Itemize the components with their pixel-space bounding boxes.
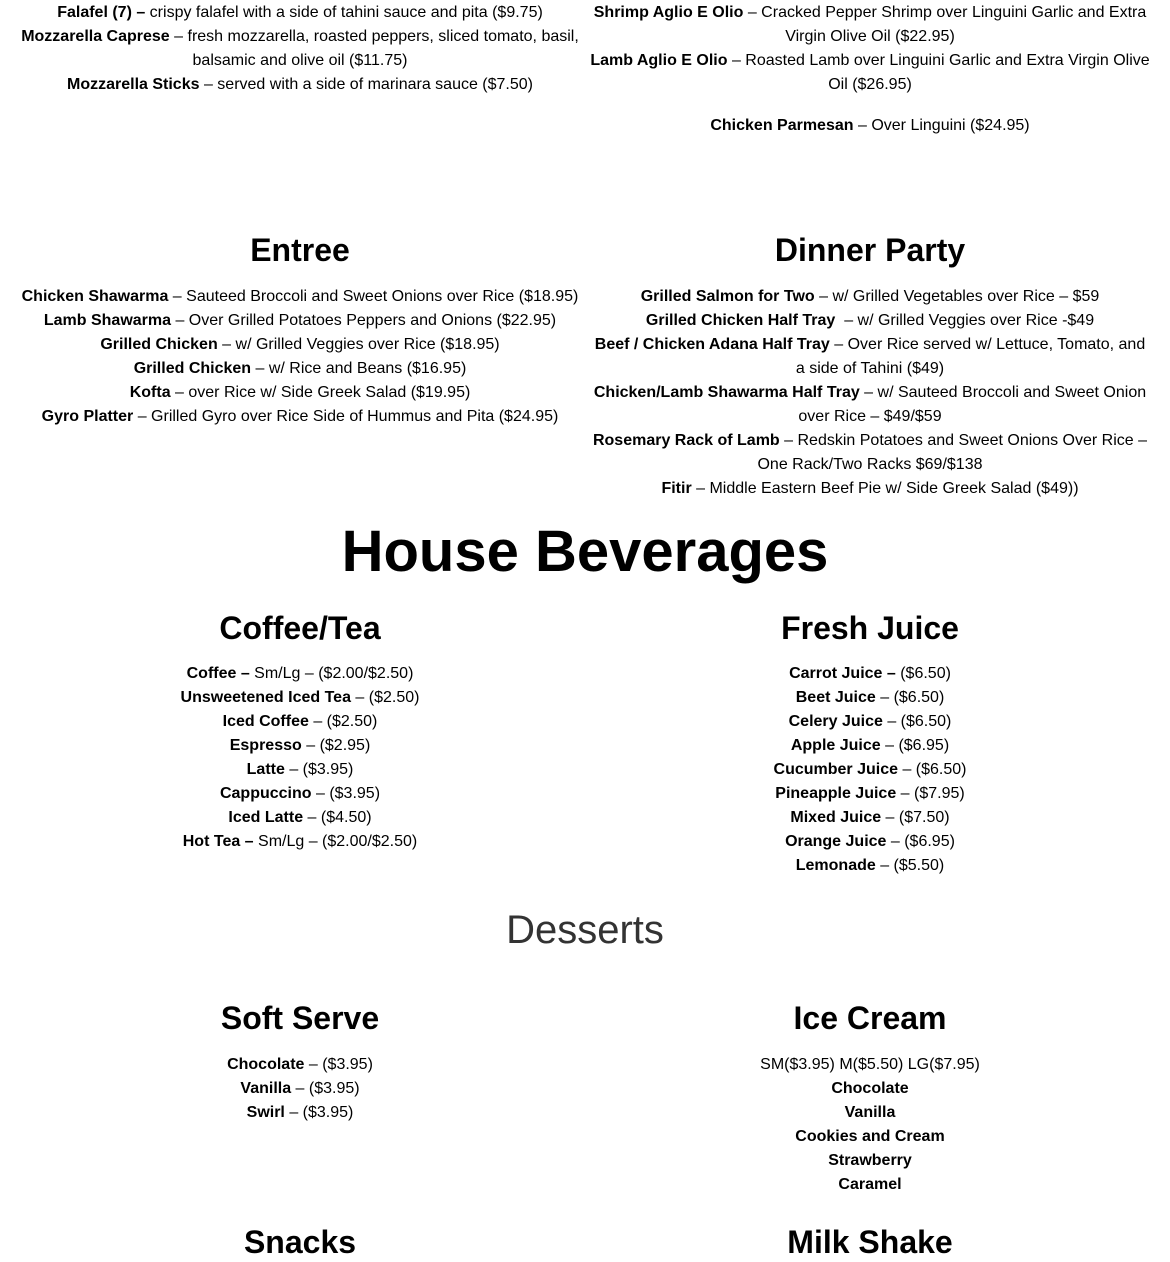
menu-item: Kofta – over Rice w/ Side Greek Salad ($19.95) [129, 384, 471, 401]
menu-item: Lamb Shawarma – Over Grilled Potatoes Peppers and Onions ($22.95) [43, 312, 557, 329]
pasta-extra [590, 114, 1150, 138]
menu-item: Orange Juice – ($6.95) [785, 833, 955, 850]
ice-cream-sizes: SM($3.95) M($5.50) LG($7.95) [760, 1056, 980, 1073]
menu-item: Lemonade – ($5.50) [795, 857, 945, 874]
menu-item: Chocolate [831, 1080, 909, 1097]
coffee-tea-section [20, 608, 580, 854]
snacks-section [20, 1222, 580, 1262]
section-title: Entree [250, 232, 350, 268]
menu-item: Falafel (7) – crispy falafel with a side of tahini sauce and pita ($9.75) [57, 4, 543, 21]
menu-item: Gyro Platter – Grilled Gyro over Rice Side of Hummus and Pita ($24.95) [41, 408, 559, 425]
menu-item: Cappuccino – ($3.95) [219, 785, 381, 802]
dinner-party-section [590, 230, 1150, 501]
menu-item: Grilled Chicken Half Tray – w/ Grilled Veggies over Rice -$49 [645, 312, 1095, 329]
menu-item: Caramel [838, 1176, 902, 1193]
menu-item: Grilled Salmon for Two – w/ Grilled Vegetables over Rice – $59 [640, 288, 1100, 305]
menu-item: Grilled Chicken – w/ Grilled Veggies over Rice ($18.95) [100, 336, 500, 353]
section-title: Soft Serve [220, 1000, 380, 1036]
pasta-list [590, 1, 1150, 97]
menu-item: Shrimp Aglio E Olio – Cracked Pepper Shrimp over Linguini Garlic and Extra Virgin Olive Oil ($22.95) [593, 4, 1147, 45]
ice-cream-section [590, 998, 1150, 1197]
dinner-party-list [590, 285, 1150, 501]
menu-item: Strawberry [828, 1152, 912, 1169]
menu-item: Chicken Shawarma – Sauteed Broccoli and Sweet Onions over Rice ($18.95) [21, 288, 579, 305]
menu-item: Mozzarella Sticks – served with a side of marinara sauce ($7.50) [67, 76, 533, 93]
menu-item: Cucumber Juice – ($6.50) [773, 761, 967, 778]
menu-item: Mixed Juice – ($7.50) [790, 809, 950, 826]
menu-item: Rosemary Rack of Lamb – Redskin Potatoes and Sweet Onions Over Rice – One Rack/Two Racks $69/$138 [592, 432, 1148, 473]
menu-item: Mozzarella Caprese – fresh mozzarella, roasted peppers, sliced tomato, basil, balsamic and olive oil ($11.75) [21, 28, 579, 69]
section-title: Milk Shake [787, 1224, 953, 1260]
menu-item: Lamb Aglio E Olio – Roasted Lamb over Linguini Garlic and Extra Virgin Olive Oil ($26.95) [590, 52, 1150, 93]
menu-item: Iced Latte – ($4.50) [228, 809, 372, 826]
milk-shake-section [590, 1222, 1150, 1262]
menu-item: Vanilla [844, 1104, 896, 1121]
menu-item: Chicken Parmesan – Over Linguini ($24.95) [710, 117, 1030, 134]
menu-item: Chicken/Lamb Shawarma Half Tray – w/ Sauteed Broccoli and Sweet Onion over Rice – $49/$59 [593, 384, 1147, 425]
menu-item: Swirl – ($3.95) [246, 1104, 354, 1121]
ice-cream-list [590, 1053, 1150, 1197]
section-title: Coffee/Tea [219, 610, 381, 646]
section-title: Snacks [243, 1224, 357, 1260]
appetizers-list [20, 1, 580, 97]
section-title: Dinner Party [774, 232, 966, 268]
menu-item: Hot Tea – Sm/Lg – ($2.00/$2.50) [182, 833, 418, 850]
coffee-tea-list [20, 662, 580, 854]
desserts-heading: Desserts [506, 908, 664, 952]
house-beverages-heading: House Beverages [341, 519, 829, 584]
menu-item: Iced Coffee – ($2.50) [222, 713, 378, 730]
menu-item: Grilled Chicken – w/ Rice and Beans ($16.95) [133, 360, 467, 377]
menu-item: Espresso – ($2.95) [229, 737, 371, 754]
menu-item: Chocolate – ($3.95) [227, 1056, 373, 1073]
menu-item: Unsweetened Iced Tea – ($2.50) [180, 689, 420, 706]
menu-item: Celery Juice – ($6.50) [788, 713, 952, 730]
fresh-juice-section [590, 608, 1150, 878]
entree-section [20, 230, 580, 429]
menu-item: Cookies and Cream [795, 1128, 945, 1145]
menu-item: Fitir – Middle Eastern Beef Pie w/ Side Greek Salad ($49)) [661, 480, 1079, 497]
menu-item: Beet Juice – ($6.50) [795, 689, 945, 706]
menu-item: Pineapple Juice – ($7.95) [775, 785, 965, 802]
menu-item: Carrot Juice – ($6.50) [789, 665, 951, 682]
fresh-juice-list [590, 662, 1150, 878]
soft-serve-section [20, 998, 580, 1125]
menu-item: Beef / Chicken Adana Half Tray – Over Rice served w/ Lettuce, Tomato, and a side of Tahini ($49) [594, 336, 1146, 377]
soft-serve-list [20, 1053, 580, 1125]
section-title: Ice Cream [793, 1000, 947, 1036]
menu-item: Apple Juice – ($6.95) [790, 737, 950, 754]
entree-list [20, 285, 580, 429]
section-title: Fresh Juice [781, 610, 959, 646]
menu-item: Latte – ($3.95) [246, 761, 354, 778]
menu-item: Coffee – Sm/Lg – ($2.00/$2.50) [186, 665, 414, 682]
menu-item: Vanilla – ($3.95) [240, 1080, 360, 1097]
